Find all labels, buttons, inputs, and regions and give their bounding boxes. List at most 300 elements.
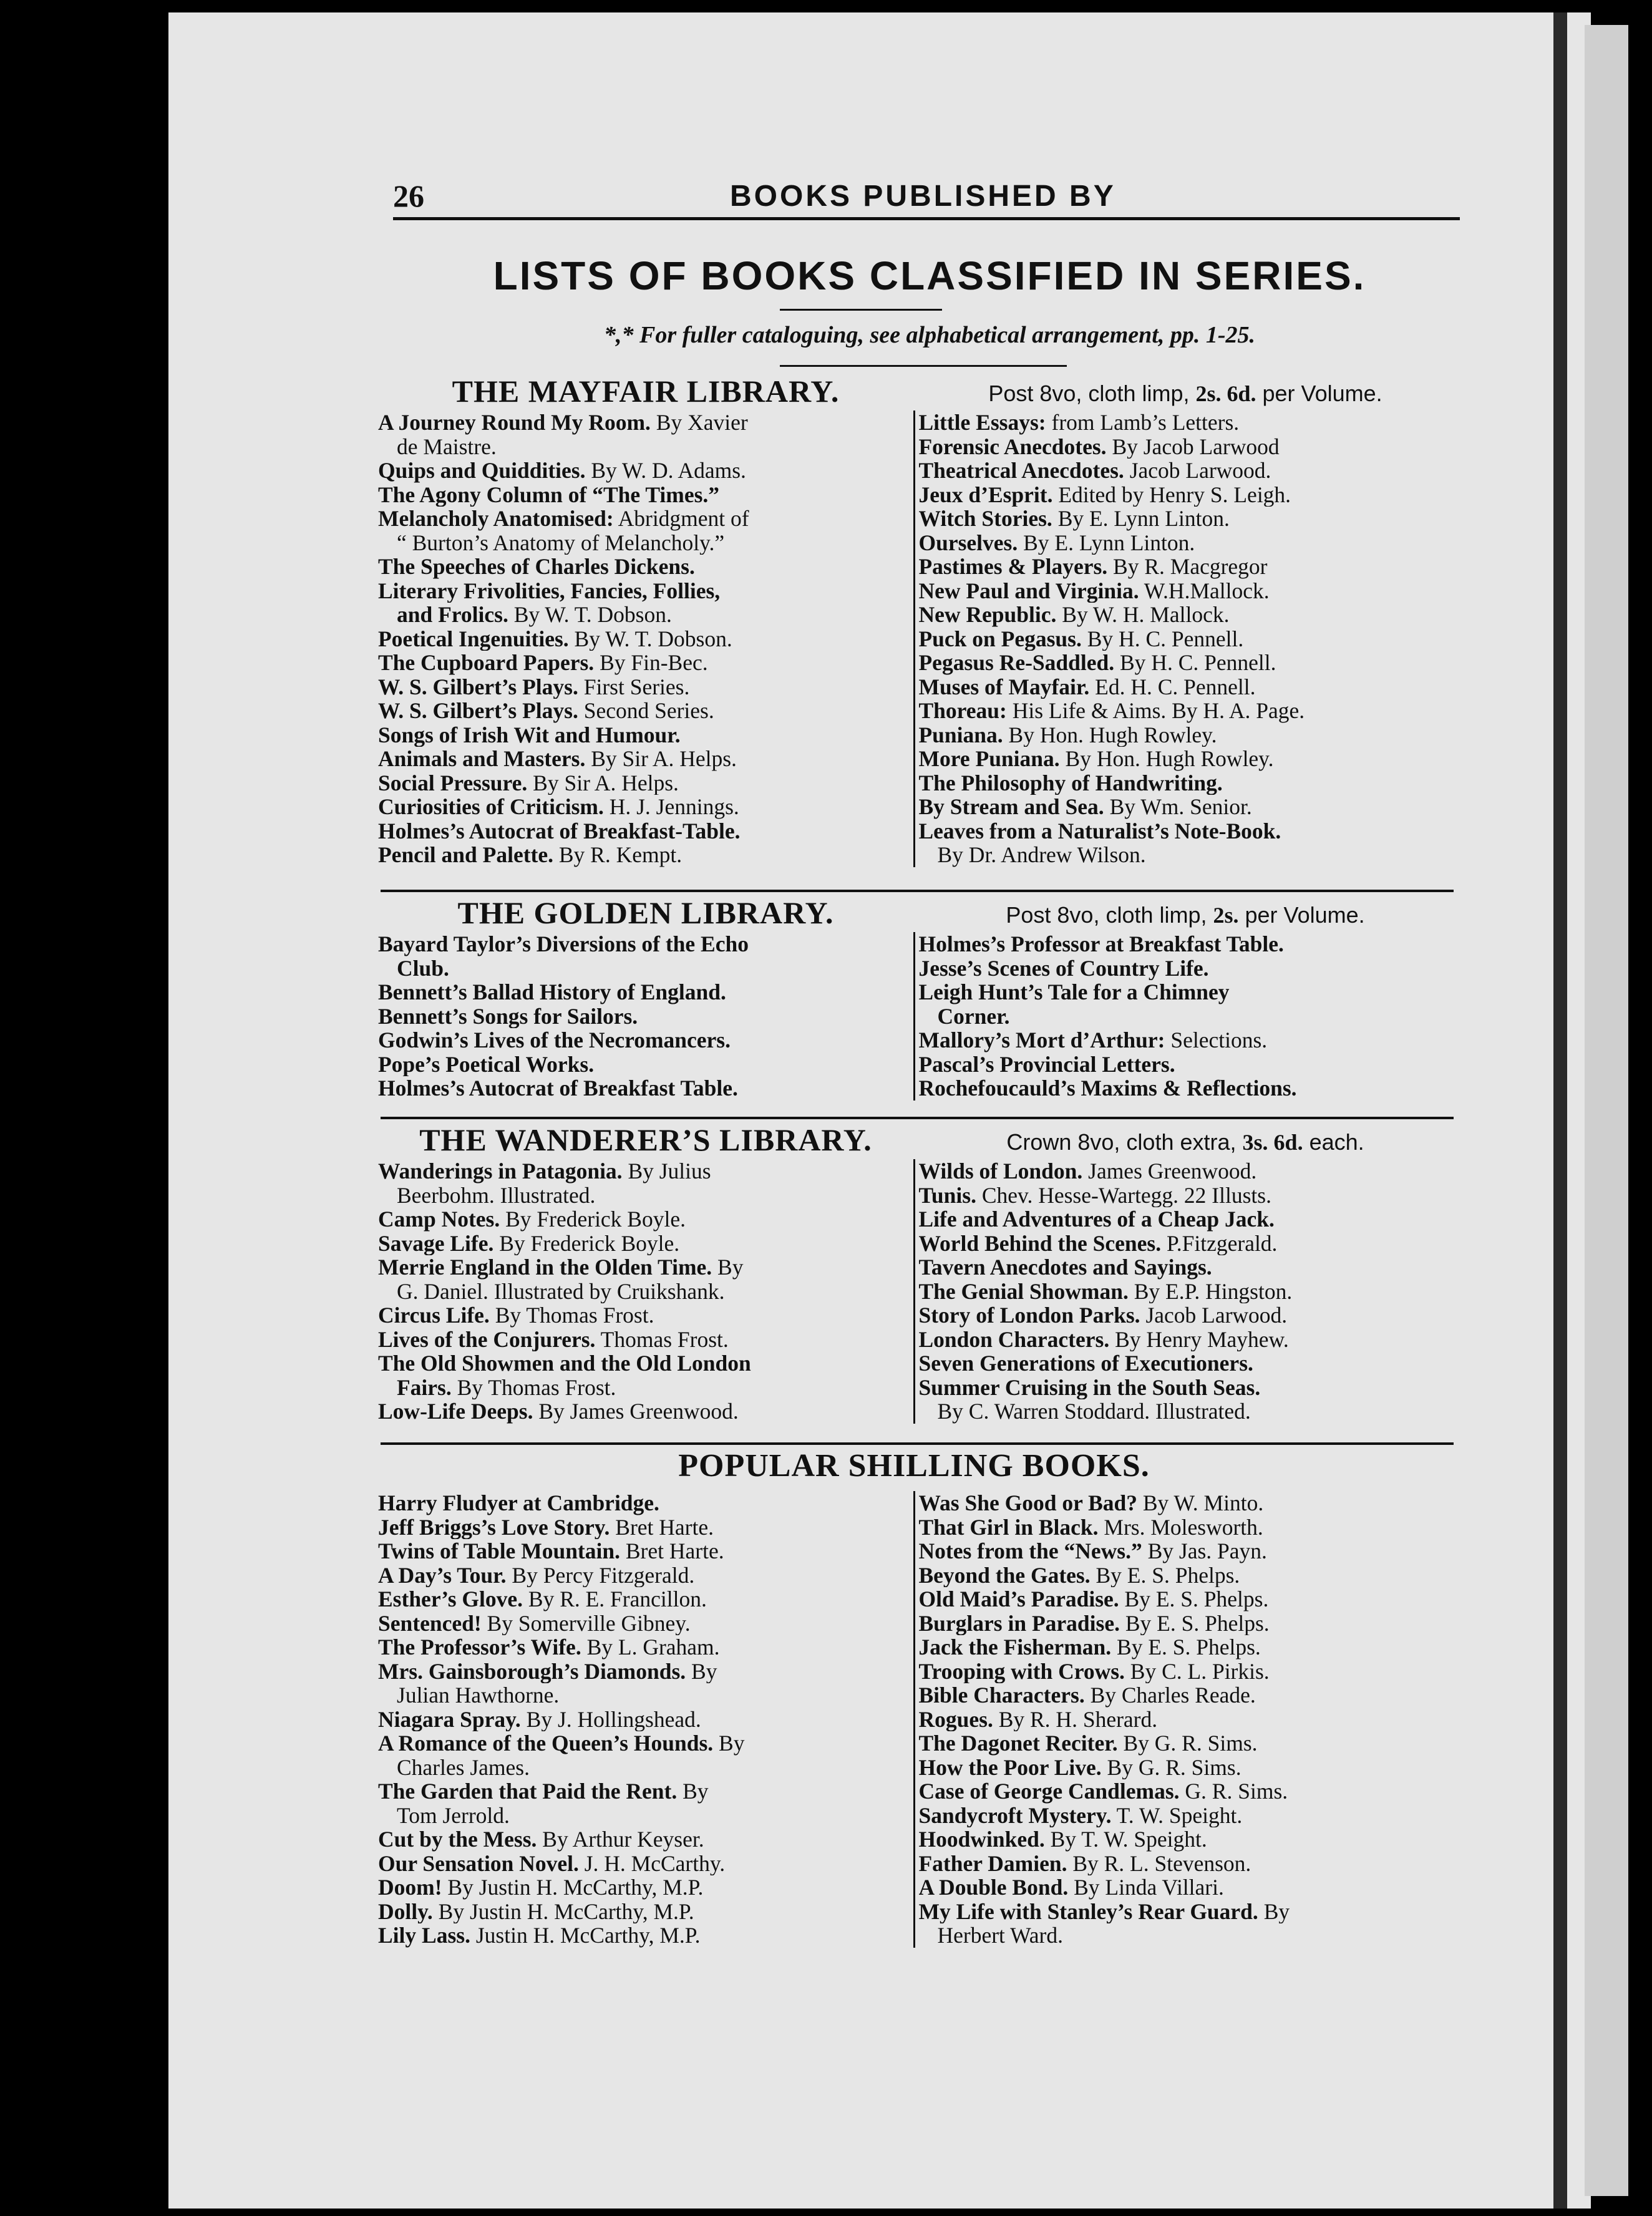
book-title: Quips and Quiddities. xyxy=(378,459,586,483)
book-entry xyxy=(378,747,910,771)
book-title: Pope’s Poetical Works. xyxy=(378,1052,595,1076)
right-column xyxy=(915,1159,1454,1424)
book-title: Jeux d’Esprit. xyxy=(918,482,1053,507)
book-title: Pencil and Palette. xyxy=(378,843,553,867)
book-author: James Greenwood. xyxy=(1082,1159,1257,1183)
book-title: Pastimes & Players. xyxy=(918,555,1108,579)
book-title: Pegasus Re-Saddled. xyxy=(918,651,1115,675)
book-entry xyxy=(378,1900,910,1924)
book-author: By E. Lynn Linton. xyxy=(1052,507,1230,531)
book-entry xyxy=(378,483,910,507)
book-title: A Day’s Tour. xyxy=(378,1563,507,1587)
book-title: Leigh Hunt’s Tale for a Chimney xyxy=(918,980,1230,1004)
book-title: Lily Lass. xyxy=(378,1923,470,1948)
book-author: By Sir A. Helps. xyxy=(585,747,737,771)
book-author: By Jas. Payn. xyxy=(1142,1539,1267,1563)
running-head xyxy=(393,178,1466,221)
book-author: By W. H. Mallock. xyxy=(1056,603,1230,627)
book-title: Theatrical Anecdotes. xyxy=(918,459,1124,483)
book-entry xyxy=(919,1827,1450,1852)
book-title: The Agony Column of “The Times.” xyxy=(378,482,720,507)
book-author: By L. Graham. xyxy=(581,1635,720,1660)
book-entry xyxy=(919,1280,1450,1304)
book-title: Harry Fludyer at Cambridge. xyxy=(378,1491,659,1515)
book-title: Tavern Anecdotes and Sayings. xyxy=(918,1255,1212,1280)
book-title: Burglars in Paradise. xyxy=(918,1611,1120,1635)
book-entry xyxy=(378,531,910,555)
book-title: Merrie England in the Olden Time. xyxy=(378,1255,712,1280)
book-title: Mallory’s Mort d’Arthur: xyxy=(918,1028,1165,1052)
book-author: T. W. Speight. xyxy=(1111,1803,1243,1827)
book-title: Was She Good or Bad? xyxy=(918,1491,1137,1515)
book-title: Case of George Candlemas. xyxy=(918,1779,1180,1804)
book-author: By xyxy=(677,1779,709,1804)
book-title: Ourselves. xyxy=(918,530,1018,555)
section-price-note: Post 8vo, cloth limp, 2s. 6d. per Volume. xyxy=(988,381,1382,406)
book-title: Bible Characters. xyxy=(918,1683,1085,1708)
subtitle-rule xyxy=(780,365,1067,367)
book-author: Ed. H. C. Pennell. xyxy=(1089,674,1256,699)
book-entry xyxy=(919,699,1450,723)
book-title: The Old Showmen and the Old London xyxy=(378,1351,751,1376)
book-entry xyxy=(378,651,910,675)
book-author: G. Daniel. Illustrated by Cruikshank. xyxy=(397,1279,725,1303)
book-author: By Somerville Gibney. xyxy=(481,1611,691,1635)
book-entry xyxy=(378,1052,910,1077)
book-author: from Lamb’s Letters. xyxy=(1046,411,1240,435)
book-entry xyxy=(919,1804,1450,1828)
section-wanderers-library xyxy=(374,1122,1454,1424)
book-title: By Stream and Sea. xyxy=(918,795,1104,819)
book-entry xyxy=(378,956,910,981)
book-title: The Professor’s Wife. xyxy=(378,1635,581,1660)
book-title: Social Pressure. xyxy=(378,770,528,795)
book-title: Life and Adventures of a Cheap Jack. xyxy=(918,1207,1275,1232)
book-title: Puck on Pegasus. xyxy=(918,626,1082,651)
book-entry xyxy=(919,819,1450,843)
running-title: BOOKS PUBLISHED BY xyxy=(730,180,1116,213)
book-author: H. J. Jennings. xyxy=(603,795,739,819)
left-column xyxy=(374,932,913,1101)
book-author: By Dr. Andrew Wilson. xyxy=(937,843,1146,867)
book-entry xyxy=(378,1255,910,1280)
book-entry xyxy=(378,699,910,723)
book-author: By Jacob Larwood xyxy=(1106,434,1280,459)
book-title: Jeff Briggs’s Love Story. xyxy=(378,1515,610,1539)
book-entry xyxy=(919,1900,1450,1924)
book-author: By Sir A. Helps. xyxy=(527,770,679,795)
section-rule xyxy=(381,1117,1454,1119)
book-title: Poetical Ingenuities. xyxy=(378,626,569,651)
book-author: By E. Lynn Linton. xyxy=(1018,530,1195,555)
book-author: Chev. Hesse-Wartegg. 22 Illusts. xyxy=(976,1183,1271,1207)
book-entry xyxy=(919,1207,1450,1232)
right-column xyxy=(915,1491,1454,1948)
book-title: Bennett’s Songs for Sailors. xyxy=(378,1004,638,1028)
book-title: London Characters. xyxy=(918,1327,1110,1351)
book-author: By Thomas Frost. xyxy=(489,1303,654,1328)
section-header xyxy=(374,373,1454,411)
book-entry xyxy=(378,819,910,843)
book-entry xyxy=(919,1159,1450,1183)
book-author: By H. C. Pennell. xyxy=(1081,626,1244,651)
book-entry xyxy=(919,1923,1450,1948)
book-author: By Xavier xyxy=(650,411,748,435)
book-author: By Julius xyxy=(622,1159,711,1183)
book-entry xyxy=(378,1731,910,1756)
book-title: Bennett’s Ballad History of England. xyxy=(378,980,726,1004)
book-title: Literary Frivolities, Fancies, Follies, xyxy=(378,578,721,603)
book-title: Hoodwinked. xyxy=(918,1827,1045,1852)
book-entry xyxy=(378,1280,910,1304)
book-entry xyxy=(919,555,1450,579)
book-author: Mrs. Molesworth. xyxy=(1098,1515,1263,1539)
book-entry xyxy=(378,411,910,435)
book-title: Forensic Anecdotes. xyxy=(918,434,1107,459)
book-entry xyxy=(919,1052,1450,1077)
book-author: By J. Hollingshead. xyxy=(520,1707,701,1731)
book-entry xyxy=(378,1183,910,1208)
book-author: J. H. McCarthy. xyxy=(578,1851,726,1875)
book-author: Jacob Larwood. xyxy=(1140,1303,1288,1328)
book-entry xyxy=(378,1491,910,1515)
book-author: Herbert Ward. xyxy=(937,1923,1064,1948)
book-title: Corner. xyxy=(937,1004,1010,1028)
book-entry xyxy=(919,531,1450,555)
book-author: By Thomas Frost. xyxy=(451,1375,616,1399)
book-author: By xyxy=(713,1731,745,1756)
book-entry xyxy=(378,723,910,747)
header-rule xyxy=(393,217,1460,220)
book-title: Rochefoucauld’s Maxims & Reflections. xyxy=(918,1076,1297,1101)
section-title: THE WANDERER’S LIBRARY. xyxy=(419,1122,872,1157)
book-entry xyxy=(919,932,1450,956)
book-title: That Girl in Black. xyxy=(918,1515,1099,1539)
book-entry xyxy=(378,1660,910,1684)
book-entry xyxy=(919,1683,1450,1708)
book-title: A Journey Round My Room. xyxy=(378,411,651,435)
book-author: By E. S. Phelps. xyxy=(1090,1563,1240,1587)
book-entry xyxy=(919,956,1450,981)
book-entry xyxy=(919,1004,1450,1029)
book-author: W.H.Mallock. xyxy=(1139,578,1270,603)
book-entry xyxy=(378,1207,910,1232)
book-author: By W. Minto. xyxy=(1137,1491,1264,1515)
book-entry xyxy=(919,1076,1450,1101)
book-author: Justin H. McCarthy, M.P. xyxy=(470,1923,701,1948)
book-entry xyxy=(378,795,910,819)
book-title: Rogues. xyxy=(918,1707,993,1731)
book-title: Holmes’s Autocrat of Breakfast-Table. xyxy=(378,819,741,843)
book-entry xyxy=(378,1852,910,1876)
book-author: By H. C. Pennell. xyxy=(1114,651,1276,675)
book-title: A Romance of the Queen’s Hounds. xyxy=(378,1731,714,1756)
book-entry xyxy=(378,435,910,459)
book-title: Fairs. xyxy=(397,1375,452,1399)
left-column xyxy=(374,1159,913,1424)
book-title: The Garden that Paid the Rent. xyxy=(378,1779,678,1804)
book-title: Curiosities of Criticism. xyxy=(378,795,604,819)
book-author: By Charles Reade. xyxy=(1084,1683,1256,1708)
book-author: By R. Macgregor xyxy=(1107,555,1268,579)
book-entry xyxy=(919,1028,1450,1052)
book-title: Lives of the Conjurers. xyxy=(378,1327,596,1351)
book-entry xyxy=(378,932,910,956)
book-author: His Life & Aims. By H. A. Page. xyxy=(1006,699,1305,723)
book-entry xyxy=(378,1804,910,1828)
book-title: Godwin’s Lives of the Necromancers. xyxy=(378,1028,731,1052)
book-title: Niagara Spray. xyxy=(378,1707,521,1731)
book-entry xyxy=(919,1303,1450,1328)
book-author: By Hon. Hugh Rowley. xyxy=(1003,722,1217,747)
book-entry xyxy=(378,1779,910,1804)
page-edge-shadow xyxy=(1553,12,1567,2209)
book-author: Bret Harte. xyxy=(610,1515,714,1539)
book-entry xyxy=(919,1399,1450,1424)
book-entry xyxy=(378,980,910,1004)
book-author: By Fin-Bec. xyxy=(594,651,708,675)
book-author: G. R. Sims. xyxy=(1179,1779,1288,1804)
book-title: Melancholy Anatomised: xyxy=(378,507,614,531)
book-title: Esther’s Glove. xyxy=(378,1587,523,1611)
book-author: By G. R. Sims. xyxy=(1101,1755,1241,1779)
book-title: Pascal’s Provincial Letters. xyxy=(918,1052,1175,1076)
book-title: New Paul and Virginia. xyxy=(918,578,1139,603)
book-entry xyxy=(378,459,910,483)
book-entry xyxy=(378,603,910,627)
book-author: By C. L. Pirkis. xyxy=(1124,1659,1270,1683)
book-title: Wilds of London. xyxy=(918,1159,1083,1183)
book-entry xyxy=(919,1376,1450,1400)
book-entry xyxy=(919,747,1450,771)
book-entry xyxy=(919,435,1450,459)
book-author: Beerbohm. Illustrated. xyxy=(397,1183,596,1207)
book-author: Thomas Frost. xyxy=(595,1327,729,1351)
book-title: My Life with Stanley’s Rear Guard. xyxy=(918,1899,1258,1923)
book-entry xyxy=(378,555,910,579)
book-entry xyxy=(919,1539,1450,1563)
section-header xyxy=(374,895,1454,932)
book-title: The Genial Showman. xyxy=(918,1279,1129,1303)
book-title: The Speeches of Charles Dickens. xyxy=(378,555,695,579)
book-author: “ Burton’s Anatomy of Melancholy.” xyxy=(397,530,725,555)
book-author: By W. T. Dobson. xyxy=(508,603,672,627)
book-title: Jesse’s Scenes of Country Life. xyxy=(918,956,1209,980)
book-title: Camp Notes. xyxy=(378,1207,500,1232)
book-title: Trooping with Crows. xyxy=(918,1659,1125,1683)
book-author: Jacob Larwood. xyxy=(1124,459,1271,483)
book-entry xyxy=(378,1376,910,1400)
book-author: By Hon. Hugh Rowley. xyxy=(1059,747,1274,771)
book-title: Dolly. xyxy=(378,1899,433,1923)
book-title: Summer Cruising in the South Seas. xyxy=(918,1375,1261,1399)
book-entry xyxy=(378,1756,910,1780)
book-title: World Behind the Scenes. xyxy=(918,1231,1162,1255)
book-title: Notes from the “News.” xyxy=(918,1539,1142,1563)
facing-page-edge xyxy=(1585,25,1628,2196)
book-entry xyxy=(919,1875,1450,1900)
book-entry xyxy=(378,1683,910,1708)
book-entry xyxy=(919,579,1450,603)
book-author: First Series. xyxy=(578,674,690,699)
section-rule xyxy=(381,890,1454,892)
book-entry xyxy=(378,771,910,795)
book-entry xyxy=(919,1563,1450,1588)
book-title: Leaves from a Naturalist’s Note-Book. xyxy=(918,819,1281,843)
book-entry xyxy=(919,1731,1450,1756)
book-author: By Frederick Boyle. xyxy=(500,1207,686,1232)
book-entry xyxy=(919,1255,1450,1280)
book-entry xyxy=(919,411,1450,435)
book-author: By Percy Fitzgerald. xyxy=(506,1563,695,1587)
right-column xyxy=(915,411,1454,867)
book-entry xyxy=(919,980,1450,1004)
book-entry xyxy=(919,651,1450,675)
book-title: A Double Bond. xyxy=(918,1875,1069,1900)
book-author: Abridgment of xyxy=(613,507,749,531)
book-entry xyxy=(919,1611,1450,1636)
book-title: W. S. Gilbert’s Plays. xyxy=(378,674,578,699)
book-title: Low-Life Deeps. xyxy=(378,1399,533,1424)
book-entry xyxy=(919,483,1450,507)
book-title: New Republic. xyxy=(918,603,1057,627)
book-author: By Justin H. McCarthy, M.P. xyxy=(432,1899,694,1923)
section-mayfair-library xyxy=(374,373,1454,867)
book-entry xyxy=(919,1587,1450,1611)
book-entry xyxy=(919,1491,1450,1515)
book-author: By Linda Villari. xyxy=(1068,1875,1224,1900)
book-title: Club. xyxy=(397,956,449,980)
book-author: By James Greenwood. xyxy=(533,1399,739,1424)
book-title: Animals and Masters. xyxy=(378,747,586,771)
page-title: LISTS OF BOOKS CLASSIFIED IN SERIES. xyxy=(493,253,1366,298)
book-entry xyxy=(919,795,1450,819)
book-title: Sentenced! xyxy=(378,1611,482,1635)
book-entry xyxy=(378,1351,910,1376)
book-entry xyxy=(919,1708,1450,1732)
book-author: By Justin H. McCarthy, M.P. xyxy=(442,1875,704,1900)
book-entry xyxy=(919,1852,1450,1876)
section-price-note: Crown 8vo, cloth extra, 3s. 6d. each. xyxy=(1006,1129,1364,1155)
book-author: By C. Warren Stoddard. Illustrated. xyxy=(937,1399,1251,1424)
book-author: Julian Hawthorne. xyxy=(397,1683,560,1708)
book-author: By Frederick Boyle. xyxy=(493,1231,680,1255)
book-entry xyxy=(919,459,1450,483)
book-entry xyxy=(919,1232,1450,1256)
book-entry xyxy=(378,1076,910,1101)
book-title: The Dagonet Reciter. xyxy=(918,1731,1118,1756)
book-author: By R. H. Sherard. xyxy=(993,1707,1158,1731)
book-title: Muses of Mayfair. xyxy=(918,674,1090,699)
book-title: Thoreau: xyxy=(918,699,1007,723)
book-entry xyxy=(919,603,1450,627)
book-title: The Cupboard Papers. xyxy=(378,651,595,675)
book-title: Doom! xyxy=(378,1875,442,1900)
page-number: 26 xyxy=(393,178,424,213)
book-title: Sandycroft Mystery. xyxy=(918,1803,1112,1827)
book-entry xyxy=(919,1660,1450,1684)
book-entry xyxy=(378,1399,910,1424)
book-entry xyxy=(378,1923,910,1948)
book-entry xyxy=(378,1563,910,1588)
book-entry xyxy=(919,1328,1450,1352)
book-entry xyxy=(378,1159,910,1183)
book-title: Bayard Taylor’s Diversions of the Echo xyxy=(378,932,749,956)
book-entry xyxy=(378,843,910,867)
book-title: and Frolics. xyxy=(397,603,508,627)
book-entry xyxy=(378,1611,910,1636)
book-title: Savage Life. xyxy=(378,1231,494,1255)
book-author: By E. S. Phelps. xyxy=(1111,1635,1261,1660)
book-author: By T. W. Speight. xyxy=(1044,1827,1207,1852)
book-title: Father Damien. xyxy=(918,1851,1067,1875)
book-title: The Philosophy of Handwriting. xyxy=(918,770,1223,795)
book-title: Our Sensation Novel. xyxy=(378,1851,579,1875)
book-entry xyxy=(919,771,1450,795)
book-author: By Wm. Senior. xyxy=(1104,795,1252,819)
book-title: Little Essays: xyxy=(918,411,1046,435)
right-column xyxy=(915,932,1454,1101)
section-golden-library xyxy=(374,895,1454,1101)
book-title: Beyond the Gates. xyxy=(918,1563,1091,1587)
book-author: Bret Harte. xyxy=(620,1539,724,1563)
book-entry xyxy=(919,507,1450,531)
book-author: By E.P. Hingston. xyxy=(1128,1279,1293,1303)
book-entry xyxy=(919,1779,1450,1804)
book-author: By Arthur Keyser. xyxy=(537,1827,704,1852)
book-author: By R. E. Francillon. xyxy=(523,1587,707,1611)
book-author: de Maistre. xyxy=(397,434,497,459)
book-title: More Puniana. xyxy=(918,747,1060,771)
page-subtitle: *,* For fuller cataloguing, see alphabetical arrangement, pp. 1-25. xyxy=(604,322,1255,348)
book-entry xyxy=(378,1004,910,1029)
book-entry xyxy=(378,507,910,531)
book-entry xyxy=(378,1515,910,1540)
book-author: Selections. xyxy=(1165,1028,1268,1052)
book-entry xyxy=(378,627,910,651)
book-author: P.Fitzgerald. xyxy=(1161,1231,1278,1255)
book-title: Holmes’s Professor at Breakfast Table. xyxy=(918,932,1284,956)
book-author: Edited by Henry S. Leigh. xyxy=(1052,482,1291,507)
book-entry xyxy=(919,1756,1450,1780)
book-title: Story of London Parks. xyxy=(918,1303,1140,1328)
book-entry xyxy=(378,1708,910,1732)
book-title: Jack the Fisherman. xyxy=(918,1635,1112,1660)
section-popular-shilling-books xyxy=(374,1491,1454,1948)
book-author: Charles James. xyxy=(397,1755,530,1779)
book-author: By xyxy=(712,1255,744,1280)
book-entry xyxy=(919,1635,1450,1660)
left-column xyxy=(374,1491,913,1948)
book-entry xyxy=(919,1183,1450,1208)
book-entry xyxy=(919,627,1450,651)
book-entry xyxy=(378,1875,910,1900)
book-title: How the Poor Live. xyxy=(918,1755,1102,1779)
book-author: Tom Jerrold. xyxy=(397,1803,510,1827)
book-entry xyxy=(378,1635,910,1660)
book-author: By W. D. Adams. xyxy=(585,459,746,483)
book-entry xyxy=(378,1587,910,1611)
book-entry xyxy=(378,675,910,699)
book-title: Wanderings in Patagonia. xyxy=(378,1159,623,1183)
book-title: Witch Stories. xyxy=(918,507,1052,531)
book-entry xyxy=(378,1028,910,1052)
book-title: Songs of Irish Wit and Humour. xyxy=(378,722,681,747)
book-author: By W. T. Dobson. xyxy=(568,626,732,651)
book-author: By R. Kempt. xyxy=(553,843,683,867)
book-author: By E. S. Phelps. xyxy=(1119,1587,1269,1611)
book-title: Twins of Table Mountain. xyxy=(378,1539,620,1563)
